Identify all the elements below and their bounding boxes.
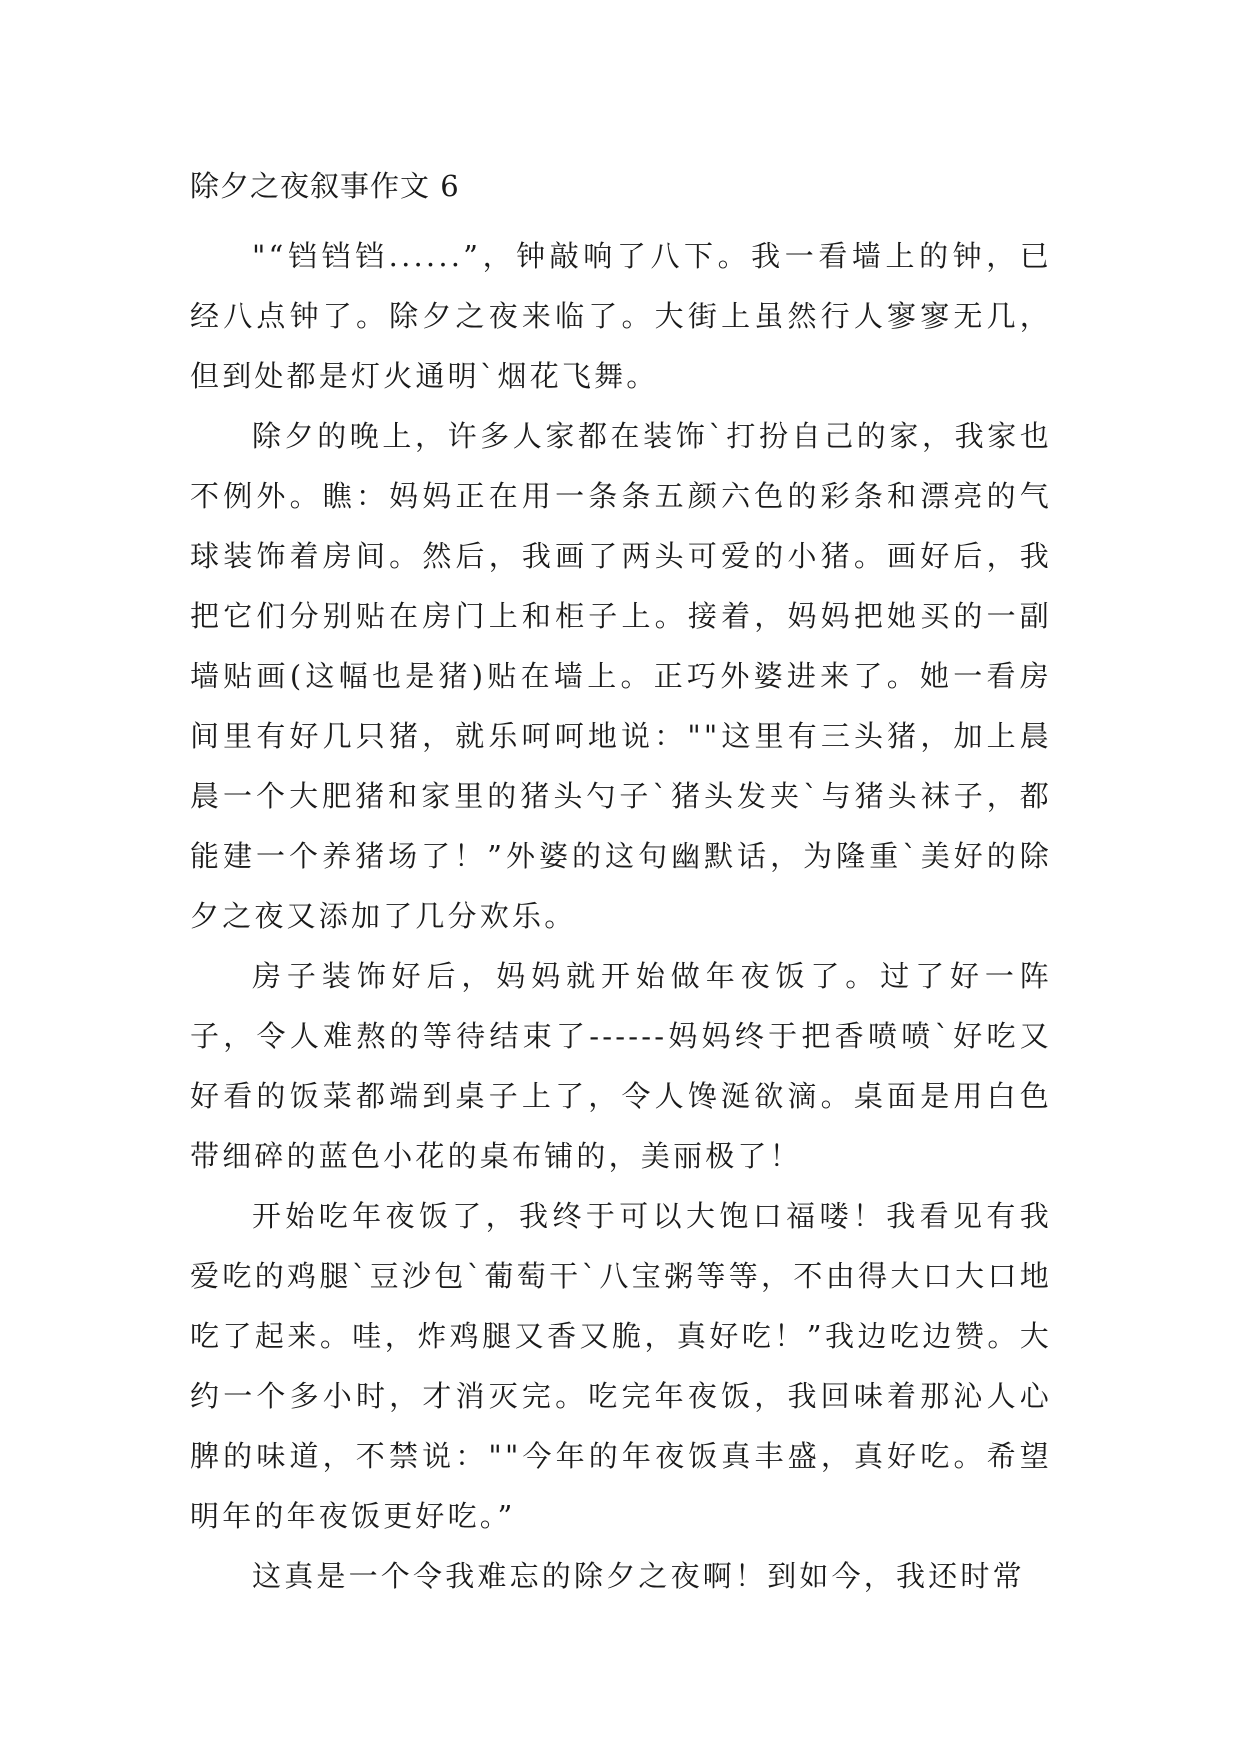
- paragraph-3: 房子装饰好后，妈妈就开始做年夜饭了。过了好一阵子，令人难熬的等待结束了------妈妈终于把香喷喷`好吃又好看的饭菜都端到桌子上了，令人馋涎欲滴。桌面是用白色带细碎的蓝色小花的桌布铺的，美丽极了！: [190, 959, 1052, 1173]
- paragraph-5: 这真是一个令我难忘的除夕之夜啊！到如今，我还时常: [252, 1559, 1025, 1593]
- document-title: 除夕之夜叙事作文 6: [190, 169, 460, 203]
- document-page: [190, 168, 1052, 1606]
- paragraph-1: "“铛铛铛......”，钟敲响了八下。我一看墙上的钟，已经八点钟了。除夕之夜来临了。大街上虽然行人寥寥无几，但到处都是灯火通明`烟花飞舞。: [190, 239, 1052, 393]
- paragraph-2: 除夕的晚上，许多人家都在装饰`打扮自己的家，我家也不例外。瞧：妈妈正在用一条条五颜六色的彩条和漂亮的气球装饰着房间。然后，我画了两头可爱的小猪。画好后，我把它们分别贴在房门上和柜子上。接着，妈妈把她买的一副墙贴画(这幅也是猪)贴在墙上。正巧外婆进来了。她一看房间里有好几只猪，就乐呵呵地说：""这里有三头猪，加上晨晨一个大肥猪和家里的猪头勺子`猪头发夹`与猪头袜子，都能建一个养猪场了！”外婆的这句幽默话，为隆重`美好的除夕之夜又添加了几分欢乐。: [190, 419, 1052, 933]
- paragraph-4: 开始吃年夜饭了，我终于可以大饱口福喽！我看见有我爱吃的鸡腿`豆沙包`葡萄干`八宝粥等等，不由得大口大口地吃了起来。哇，炸鸡腿又香又脆，真好吃！”我边吃边赞。大约一个多小时，才消灭完。吃完年夜饭，我回味着那沁人心脾的味道，不禁说：""今年的年夜饭真丰盛，真好吃。希望明年的年夜饭更好吃。”: [190, 1199, 1052, 1533]
